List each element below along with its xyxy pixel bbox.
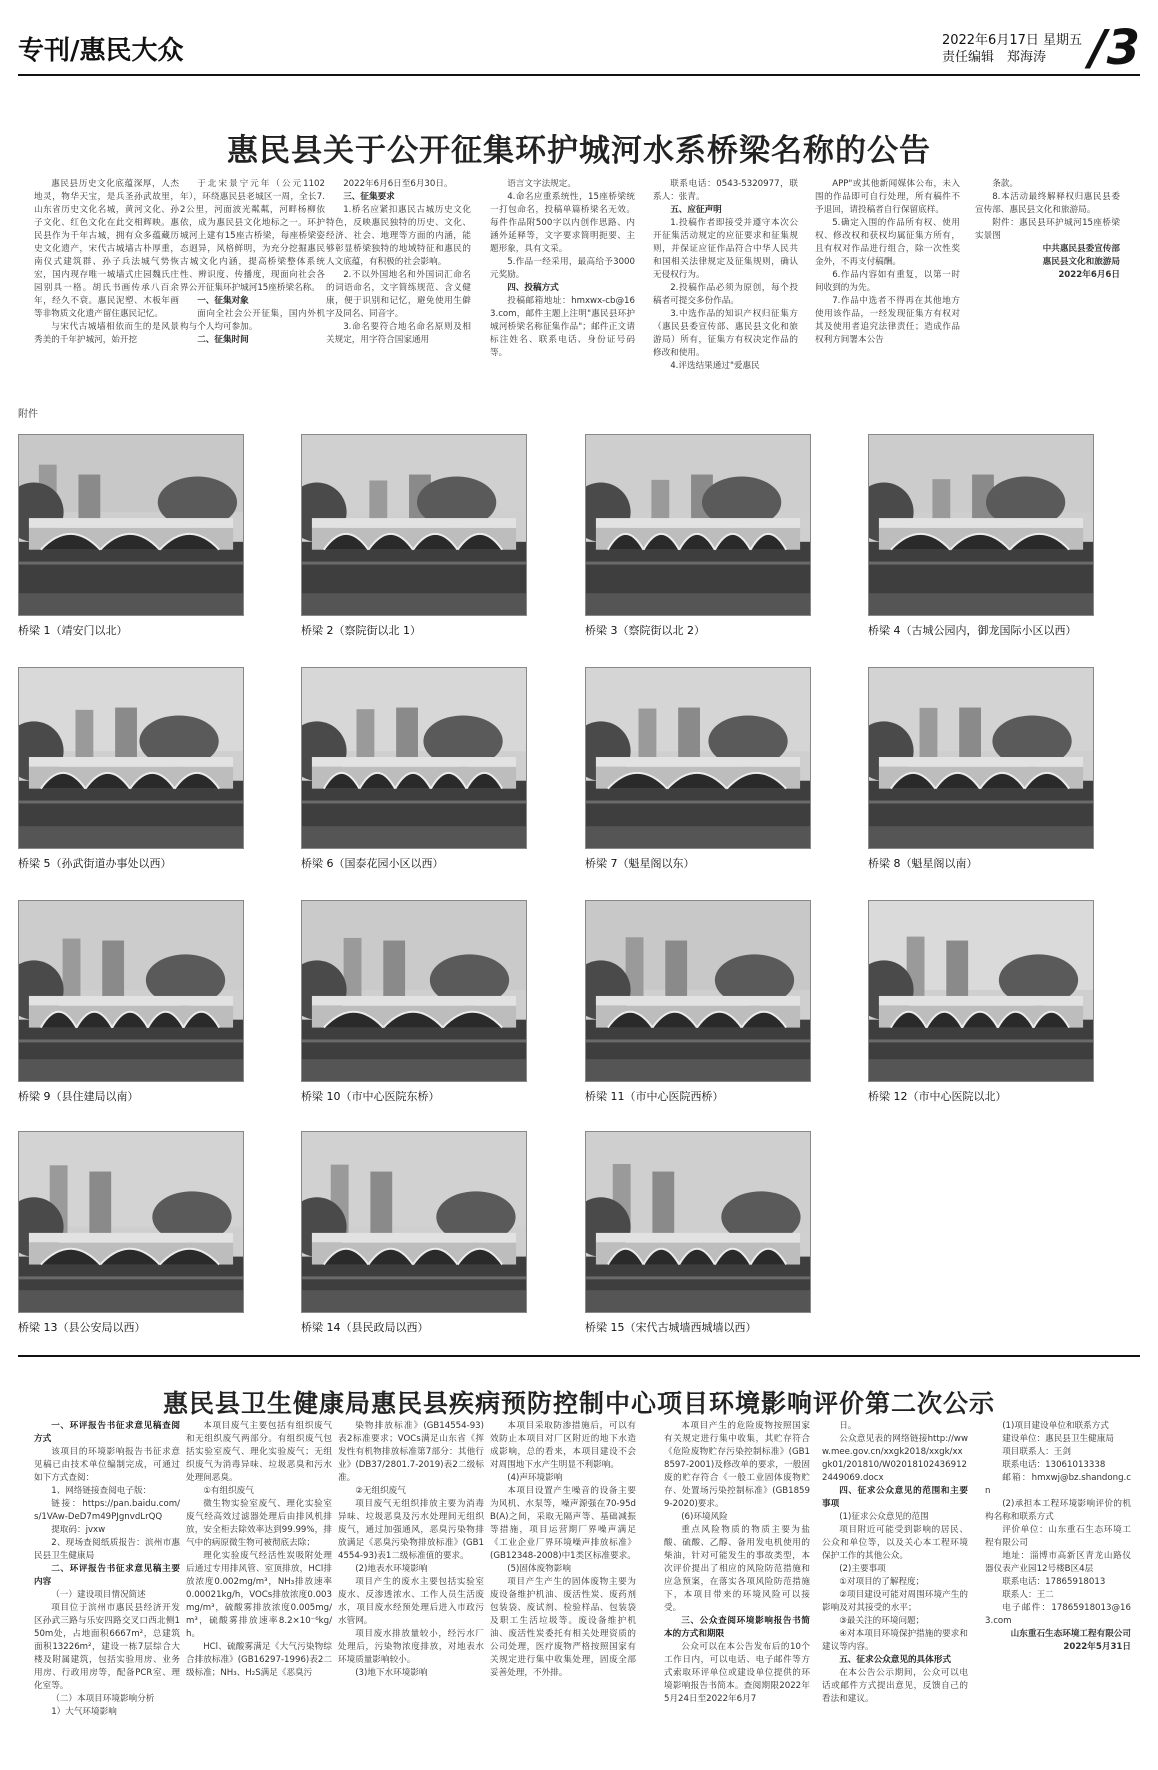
notice-paragraph: 3.命名要符合地名命名原则及相关规定，用字符合国家通用: [326, 322, 471, 345]
eia-paragraph: 日。: [839, 1421, 857, 1431]
bridge-caption: 桥梁 1（靖安门以北）: [18, 624, 128, 637]
notice-paragraph: 2022年6月6日: [1058, 270, 1120, 280]
bridge-photo: [301, 434, 527, 616]
bridge-photo: [18, 667, 244, 849]
eia-paragraph: ②无组织废气: [355, 1486, 406, 1496]
bridge-photo: [18, 434, 244, 616]
eia-paragraph: 联系电话：17865918013: [1002, 1577, 1106, 1587]
bridge-caption: 桥梁 15（宋代古城墙西城墙以西）: [585, 1321, 757, 1334]
eia-paragraph: ②项目建设可能对周围环境产生的影响及对其接受的水平；: [822, 1590, 968, 1613]
notice-paragraph: 条款。: [992, 179, 1018, 189]
notice-paragraph: 4.评选结果通过"爱惠民: [670, 361, 760, 371]
eia-paragraph: (4)声环境影响: [507, 1473, 563, 1483]
notice-paragraph: 2022年6月6日至6月30日。: [343, 179, 453, 189]
notice-column: [180, 178, 325, 390]
notice-column: [975, 178, 1120, 390]
eia-paragraph: 2、现场查阅纸质报告：滨州市惠民县卫生健康局: [34, 1538, 180, 1561]
bridge-photo: [868, 900, 1094, 1082]
eia-paragraph: (6)环境风险: [681, 1512, 728, 1522]
eia-paragraph: 联系人：王二: [1002, 1590, 1054, 1600]
notice-paragraph: 中共惠民县委宣传部: [1042, 244, 1120, 254]
notice-paragraph: 四、投稿方式: [507, 283, 559, 293]
notice-column: [326, 178, 471, 390]
notice-title: 惠民县关于公开征集环护城河水系桥梁名称的公告: [227, 133, 931, 169]
notice-paragraph: 面向全社会公开征集，国内外机构与个人均可参加。: [180, 309, 325, 332]
bridge-photo: [18, 1131, 244, 1313]
eia-paragraph: 项目废气无组织排放主要为消毒异味、垃圾恶臭及污水处理间无组织废气，通过加强通风，恶臭污染物排放满足《恶臭污染物排放标准》(GB14554-93)表1二级标准值的要求。: [338, 1499, 484, 1561]
notice-paragraph: 惠民县文化和旅游局: [1042, 257, 1120, 267]
page-number: /3: [1089, 20, 1140, 76]
attachment-label: 附件: [18, 409, 38, 420]
notice-paragraph: 2.不以外国地名和外国词汇命名的词语命名，文字简练规范、含义健康，便于识别和记忆，避免使用生僻字及同名、同音字。: [326, 270, 471, 319]
eia-title: 惠民县卫生健康局惠民县疾病预防控制中心项目环境影响评价第二次公示: [162, 1389, 995, 1418]
eia-paragraph: 微生物实验室废气、理化实验室废气经高效过滤器处理后由排风机排放，安全柜去除效率达到99.99%，排气中的病原微生物可被彻底去除；: [186, 1499, 332, 1548]
eia-column: [664, 1420, 810, 1760]
bridge-caption: 桥梁 14（县民政局以西）: [301, 1321, 429, 1334]
eia-paragraph: (1)项目建设单位和联系方式: [1002, 1421, 1109, 1431]
eia-paragraph: 1、网络链接查阅电子版：: [51, 1486, 152, 1496]
eia-column: [34, 1420, 180, 1760]
page-header: [18, 20, 1140, 76]
section-divider: [18, 1355, 1140, 1357]
bridge-photo: [868, 434, 1094, 616]
eia-paragraph: 公众意见表的网络链接http://www.mee.gov.cn/xxgk2018/xxgk/xxgk01/201810/W020181024369122449069.docx: [822, 1434, 968, 1483]
bridge-photo: [301, 1131, 527, 1313]
notice-paragraph: 3.中选作品的知识产权归征集方（惠民县委宣传部、惠民县文化和旅游局）所有，征集方有权决定作品的修改和使用。: [653, 309, 798, 358]
notice-column: [490, 178, 635, 390]
eia-paragraph: 重点风险物质的物质主要为盐酸、硫酸、乙醇、备用发电机使用的柴油，针对可能发生的事故类型，本次评价提出了相应的风险防范措施和应急预案，在落实各项风险防范措施下，本项目带来的环境风险可以接受。: [664, 1525, 810, 1613]
eia-paragraph: 评价单位：山东重石生态环境工程有限公司: [985, 1525, 1131, 1548]
eia-paragraph: 建设单位：惠民县卫生健康局: [1002, 1434, 1114, 1444]
eia-paragraph: （二）本项目环境影响分析: [51, 1694, 155, 1704]
eia-paragraph: 山东重石生态环境工程有限公司: [1010, 1629, 1131, 1639]
notice-column: [34, 178, 179, 390]
bridge-caption: 桥梁 5（孙武街道办事处以西）: [18, 857, 172, 870]
notice-paragraph: 4.命名应重系统性，15座桥梁统一打包命名，投稿单篇桥梁名无效。每件作品附500字以内创作思路、内涵外延释等，文字要求简明扼要、主题形象，具有文采。: [490, 192, 635, 254]
eia-paragraph: (1)征求公众意见的范围: [839, 1512, 929, 1522]
eia-paragraph: 本项目采取防渗措施后，可以有效防止本项目对厂区附近的地下水造成影响，总的看来，本项目建设不会对周围地下水产生明显不利影响。: [490, 1421, 636, 1470]
bridge-photo: [585, 434, 811, 616]
eia-paragraph: 理化实验废气经活性炭吸附处理后通过专用排风管、室顶排放，HCl排放浓度0.002mg/m³，NH₃排放速率0.00021kg/h，VOCs排放浓度0.003mg/m³，硫酸雾排放浓度0.005mg/m³，硫酸雾排放速率8.2×10⁻⁶kg/h。: [186, 1551, 332, 1639]
eia-paragraph: 五、征求公众意见的具体形式: [839, 1655, 951, 1665]
eia-paragraph: 一、环评报告书征求意见稿查阅方式: [34, 1421, 180, 1444]
eia-paragraph: 项目废水排放量较小，经污水厂处理后，污染物浓度排放，对地表水环境质量影响较小。: [338, 1629, 484, 1665]
notice-paragraph: 三、征集要求: [343, 192, 395, 202]
notice-paragraph: 5.确定入围的作品所有权、使用权、修改权和获权均属征集方所有，且有权对作品进行组合，除一次性奖金外，不再支付稿酬。: [815, 218, 960, 267]
notice-paragraph: 惠民县历史文化底蕴深厚，人杰地灵，物华天宝，是兵圣孙武故里，山东省历史文化名城，黄河文化、孙子文化、红色文化在此交相辉映。惠民县作为千年古城，拥有众多蕴藏历史文化遗产，宋代古城墙古朴厚重，南仪式建筑群、孙子兵法城气势恢宏，国内现存唯一城墙式庄园魏氏庄园别具一格。胡氏书画传承八百余年，经久不衰。惠民泥塑、木板年画等非物质文化遗产留住惠民记忆。: [34, 179, 179, 319]
header-rule: [18, 74, 1140, 76]
notice-paragraph: 2.投稿作品必须为原创，每个投稿者可提交多份作品。: [653, 283, 798, 306]
bridge-caption: 桥梁 4（古城公园内，御龙国际小区以西）: [868, 624, 1077, 637]
notice-paragraph: 联系电话：0543-5320977，联系人：张青。: [653, 179, 798, 202]
bridge-caption: 桥梁 6（国泰花园小区以西）: [301, 857, 444, 870]
eia-paragraph: (5)固体废物影响: [507, 1564, 571, 1574]
eia-paragraph: (2)地表水环境影响: [355, 1564, 428, 1574]
bridge-photo: [18, 900, 244, 1082]
bridge-caption: 桥梁 7（魁星阁以东）: [585, 857, 695, 870]
notice-paragraph: 与宋代古城墙相依而生的是风景秀美的千年护城河，始开挖: [34, 322, 179, 345]
eia-paragraph: (3)地下水环境影响: [355, 1668, 428, 1678]
eia-paragraph: 1）大气环境影响: [51, 1707, 117, 1717]
eia-paragraph: 项目附近可能受到影响的居民、公众和单位等，以及关心本工程环境保护工作的其他公众。: [822, 1525, 968, 1561]
date-editor-block: [942, 32, 1082, 66]
eia-paragraph: 在本公告公示期间，公众可以电话或邮件方式提出意见，反馈自己的看法和建议。: [822, 1668, 968, 1704]
bridge-photo: [585, 1131, 811, 1313]
eia-column: [338, 1420, 484, 1760]
eia-paragraph: (2)承担本工程环境影响评价的机构名称和联系方式: [985, 1499, 1131, 1522]
eia-column: [985, 1420, 1131, 1760]
notice-paragraph: 附件：惠民县环护城河15座桥梁实景图: [975, 218, 1120, 241]
eia-paragraph: 联系电话：13061013338: [1002, 1460, 1106, 1470]
eia-paragraph: 该项目的环境影响报告书征求意见稿已由技术单位编制完成，可通过如下方式查阅：: [34, 1447, 180, 1483]
notice-paragraph: 6.作品内容如有重复，以第一时间收到的为先。: [815, 270, 960, 293]
notice-column: [815, 178, 960, 390]
section-name: 专刊/惠民大众: [18, 36, 184, 66]
eia-paragraph: 项目位于滨州市惠民县经济开发区孙武三路与乐安四路交叉口西北侧150m处，占地面积6667m²，总建筑面积13226m²，建设一栋7层综合大楼及附属建筑，包括实验用房、业务用房、行政用房等，配备PCR室、理化室等。: [34, 1603, 180, 1691]
bridge-caption: 桥梁 12（市中心医院以北）: [868, 1090, 1007, 1103]
bridge-photo: [585, 667, 811, 849]
bridge-caption: 桥梁 3（察院街以北 2）: [585, 624, 705, 637]
notice-paragraph: 1.投稿作者即接受并遵守本次公开征集活动规定的应征要求和征集规则，并保证应征作品符合中华人民共和国相关法律规定及征集规则，确认无侵权行为。: [653, 218, 798, 280]
eia-paragraph: 本项目废气主要包括有组织废气和无组织废气两部分。有组织废气包括实验室废气、理化实验废气；无组织废气为消毒异味、垃圾恶臭和污水处理间恶臭。: [186, 1421, 332, 1483]
notice-paragraph: 7.作品中选者不得再在其他地方使用该作品，一经发现征集方有权对其及使用者追究法律责任；造成作品权利方间署本公告: [815, 296, 960, 345]
notice-paragraph: 一、征集对象: [197, 296, 249, 306]
editor-line: 责任编辑 郑海涛: [941, 50, 1046, 65]
notice-paragraph: 5.作品一经采用，最高给予3000元奖励。: [490, 257, 635, 280]
notice-paragraph: 8.本活动最终解释权归惠民县委宣传部、惠民县文化和旅游局。: [975, 192, 1120, 215]
issue-date: 2022年6月17日 星期五: [941, 33, 1082, 48]
eia-paragraph: 本项目产生的危险废物按照国家有关规定进行集中收集，其贮存符合《危险废物贮存污染控制标准》(GB18597-2001)及修改单的要求，一般固废的贮存符合《一般工业固体废物贮存、处置场污染控制标准》(GB18599-2020)要求。: [664, 1421, 810, 1509]
eia-paragraph: 电子邮件：17865918013@163.com: [985, 1603, 1131, 1626]
eia-paragraph: 项目产生产生的固体废物主要为废设备维护机油、废活性炭、废药剂包装袋、废试剂、检验样品、包装袋及职工生活垃圾等。废设备维护机油、废活性炭委托有相关处理资质的公司处理，医疗废物严格按照国家有关规定进行集中收集处理，固废全部妥善处理，不外排。: [490, 1577, 636, 1678]
bridge-caption: 桥梁 9（县住建局以南）: [18, 1090, 139, 1103]
notice-paragraph: 五、应征声明: [670, 205, 722, 215]
eia-paragraph: 提取码：jvxw: [51, 1525, 106, 1535]
eia-paragraph: (2)主要事项: [839, 1564, 886, 1574]
bridge-caption: 桥梁 2（察院街以北 1）: [301, 624, 421, 637]
eia-paragraph: ①对项目的了解程度；: [839, 1577, 925, 1587]
notice-paragraph: 语言文字法规定。: [507, 179, 576, 189]
eia-paragraph: 项目产生的废水主要包括实验室废水、反渗透浓水、工作人员生活废水，项目废水经预处理后进入市政污水管网。: [338, 1577, 484, 1626]
notice-paragraph: APP"或其他新闻媒体公布，未入围的作品即可自行处理，所有稿件不予退回，请投稿者自行保留底样。: [815, 179, 960, 215]
notice-paragraph: 1.桥名应紧扣惠民古城历史文化特色，反映惠民独特的历史、文化、经济、社会、地理等方面的内涵，能够彰显桥梁独特的地域特征和惠民的人文底蕴，有积极的社会影响。: [326, 205, 471, 267]
eia-paragraph: 2022年5月31日: [1063, 1642, 1131, 1652]
eia-paragraph: ④对本项目环境保护措施的要求和建议等内容。: [822, 1629, 968, 1652]
notice-column: [653, 178, 798, 390]
bridge-caption: 桥梁 13（县公安局以西）: [18, 1321, 146, 1334]
bridge-caption: 桥梁 10（市中心医院东桥）: [301, 1090, 440, 1103]
bridge-caption: 桥梁 11（市中心医院西桥）: [585, 1090, 724, 1103]
eia-paragraph: 链接：https://pan.baidu.com/s/1VAw-DeD7m49PJgnvdLrQQ: [34, 1499, 180, 1522]
eia-paragraph: ③最关注的环境问题；: [839, 1616, 925, 1626]
eia-paragraph: 地址：淄博市高新区青龙山路仪器仪表产业园12号楼B区4层: [985, 1551, 1131, 1574]
eia-paragraph: 本项目设置产生噪音的设备主要为风机、水泵等，噪声源强在70-95dB(A)之间，采取无隔声等、基础减振等措施，项目运营期厂界噪声满足《工业企业厂界环境噪声排放标准》(GB12348-2008)中1类区标准要求。: [490, 1486, 636, 1561]
eia-paragraph: ①有组织废气: [203, 1486, 254, 1496]
eia-paragraph: 邮箱：hmxwj@bz.shandong.cn: [985, 1473, 1131, 1496]
eia-paragraph: 项目联系人：王剑: [1002, 1447, 1071, 1457]
notice-paragraph: 二、征集时间: [197, 335, 249, 345]
bridge-photo: [585, 900, 811, 1082]
bridge-caption: 桥梁 8（魁星阁以南）: [868, 857, 978, 870]
eia-column: [490, 1420, 636, 1760]
eia-paragraph: （一）建设项目情况简述: [51, 1590, 146, 1600]
eia-paragraph: 四、征求公众意见的范围和主要事项: [822, 1486, 968, 1509]
eia-paragraph: 公众可以在本公告发布后的10个工作日内，可以电话、电子邮件等方式索取环评单位或建设单位提供的环境影响报告书简本。查阅期限2022年5月24日至2022年6月7: [664, 1642, 810, 1704]
bridge-photo: [301, 667, 527, 849]
notice-paragraph: 投稿邮箱地址：hmxwx-cb@163.com，邮件主题上注明"惠民县环护城河桥梁名称征集作品"；邮件正文请标注姓名、联系电话、身份证号码等。: [490, 296, 635, 358]
eia-column: [186, 1420, 332, 1760]
notice-paragraph: 于北宋景宁元年（公元1102年），环绕惠民县老城区一周，全长7.2公里，河面波光粼粼，河畔杨柳依依，成为惠民县文化地标之一。环护城河上建有15座古桥梁，每座桥梁姿态迥异，风格鲜明，为充分挖掘惠民古城文化内涵，提高桥梁整体系统性、辨识度、传播度，现面向社会各界公开征集环护城河15座桥梁名称。: [180, 179, 325, 293]
bridge-photo: [868, 667, 1094, 849]
bridge-photo: [301, 900, 527, 1082]
eia-paragraph: HCl、硫酸雾满足《大气污染物综合排放标准》(GB16297-1996)表2二级标准；NH₃、H₂S满足《恶臭污: [186, 1642, 332, 1678]
eia-paragraph: 二、环评报告书征求意见稿主要内容: [34, 1564, 180, 1587]
eia-column: [822, 1420, 968, 1760]
eia-paragraph: 染物排放标准》(GB14554-93)表2标准要求；VOCs满足山东省《挥发性有机物排放标准第7部分：其他行业》(DB37/2801.7-2019)表2二级标准。: [338, 1421, 484, 1483]
eia-paragraph: 三、公众查阅环境影响报告书简本的方式和期限: [664, 1616, 810, 1639]
